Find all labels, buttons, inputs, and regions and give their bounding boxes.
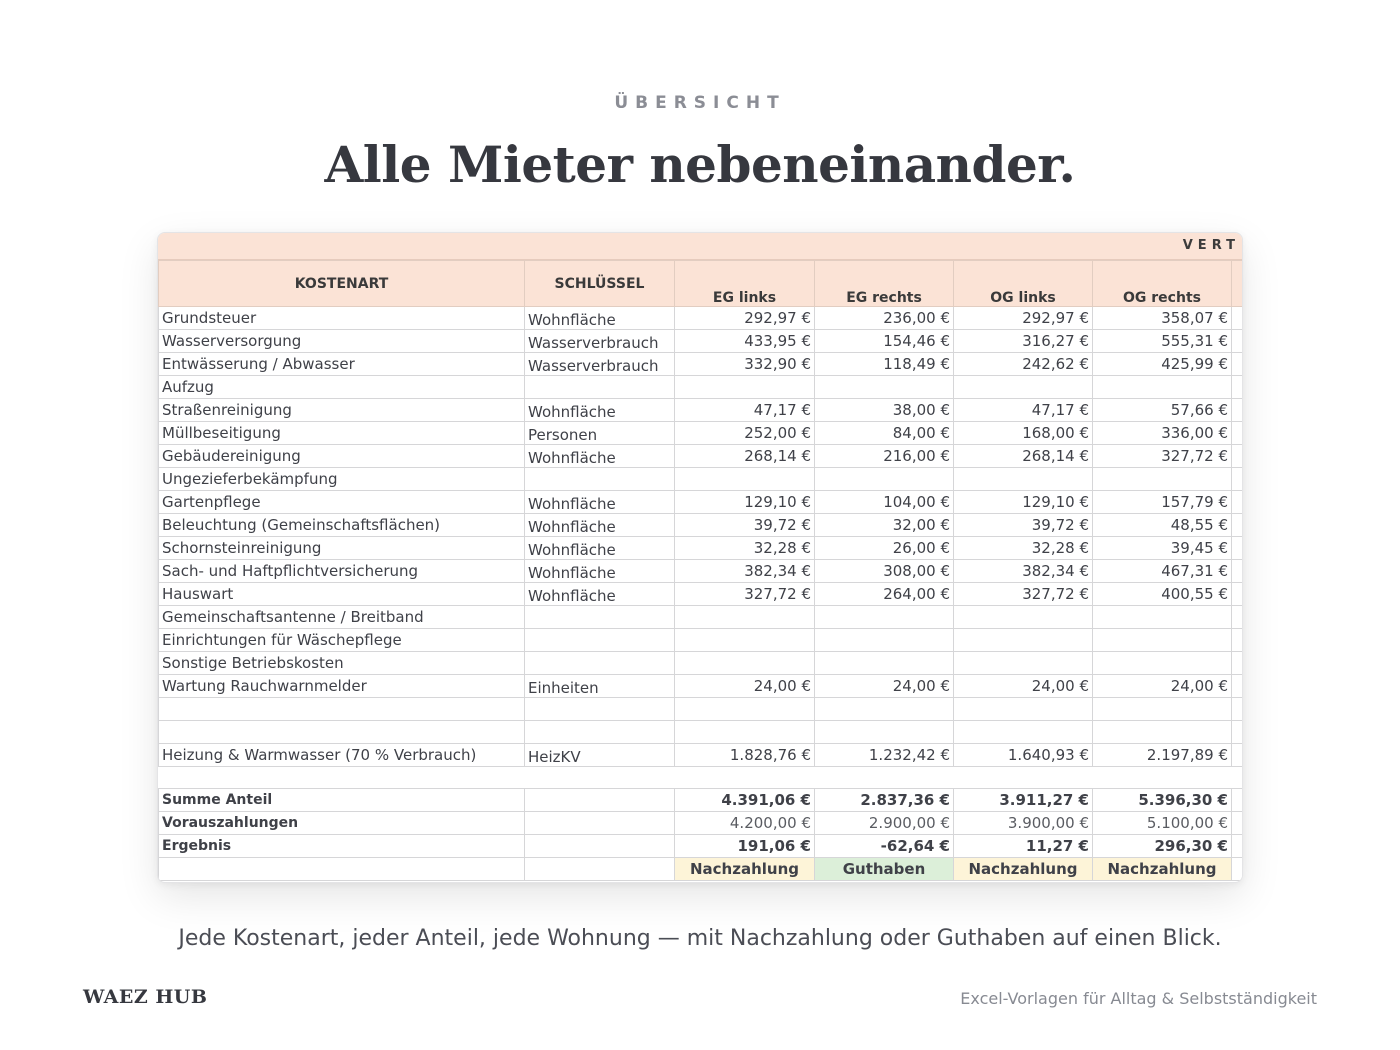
- allocation-key: Wohnfläche: [525, 537, 675, 560]
- cost-name: Sach- und Haftpflichtversicherung: [159, 560, 525, 583]
- amount-og-rechts: 2.197,89 €: [1093, 744, 1232, 767]
- result-og-links: 11,27 €: [954, 835, 1093, 858]
- row-filler: [1232, 606, 1244, 629]
- amount-og-rechts: 24,00 €: [1093, 675, 1232, 698]
- result-eg-rechts: -62,64 €: [815, 835, 954, 858]
- amount-eg-rechts: 26,00 €: [815, 537, 954, 560]
- table-row: [159, 744, 1244, 767]
- table-row: [159, 330, 1244, 353]
- amount-og-links: 47,17 €: [954, 399, 1093, 422]
- status-badge-eg-links: Nachzahlung: [675, 858, 815, 881]
- allocation-key: [525, 698, 675, 721]
- row-filler: [1232, 353, 1244, 376]
- amount-og-rechts: 358,07 €: [1093, 307, 1232, 330]
- table-row: [159, 468, 1244, 491]
- table-row: [159, 422, 1244, 445]
- amount-og-rechts: [1093, 376, 1232, 399]
- table-row: [159, 491, 1244, 514]
- status-badge-og-links: Nachzahlung: [954, 858, 1093, 881]
- amount-og-rechts: [1093, 629, 1232, 652]
- brand-logo: WAEZ HUB: [83, 986, 208, 1008]
- cost-name: Straßenreinigung: [159, 399, 525, 422]
- distribution-banner: [158, 233, 1243, 260]
- amount-eg-rechts: 38,00 €: [815, 399, 954, 422]
- row-filler: [1232, 514, 1244, 537]
- banner-label: VERT: [1182, 238, 1240, 253]
- table-row: [159, 560, 1244, 583]
- amount-eg-rechts: 24,00 €: [815, 675, 954, 698]
- row-filler: [1232, 583, 1244, 606]
- header-eg-rechts: EG rechts: [815, 261, 954, 307]
- amount-og-links: 39,72 €: [954, 514, 1093, 537]
- spreadsheet-preview: [157, 232, 1243, 883]
- amount-eg-links: 1.828,76 €: [675, 744, 815, 767]
- cost-name: Wartung Rauchwarnmelder: [159, 675, 525, 698]
- amount-eg-rechts: 84,00 €: [815, 422, 954, 445]
- amount-og-rechts: 327,72 €: [1093, 445, 1232, 468]
- row-filler: [1232, 560, 1244, 583]
- amount-og-links: 168,00 €: [954, 422, 1093, 445]
- allocation-key: [525, 376, 675, 399]
- amount-og-links: 316,27 €: [954, 330, 1093, 353]
- result-key-cell: [525, 835, 675, 858]
- row-filler: [1232, 376, 1244, 399]
- table-row: [159, 307, 1244, 330]
- amount-eg-links: [675, 606, 815, 629]
- table-row: [159, 376, 1244, 399]
- amount-og-rechts: [1093, 698, 1232, 721]
- row-filler: [1232, 307, 1244, 330]
- amount-og-links: [954, 376, 1093, 399]
- table-row: [159, 698, 1244, 721]
- allocation-key: Wasserverbrauch: [525, 353, 675, 376]
- cost-name: Beleuchtung (Gemeinschaftsflächen): [159, 514, 525, 537]
- amount-eg-rechts: 308,00 €: [815, 560, 954, 583]
- table-row: [159, 445, 1244, 468]
- caption-text: Jede Kostenart, jeder Anteil, jede Wohnung — mit Nachzahlung oder Guthaben auf einen Blick.: [178, 926, 1222, 951]
- table-row: [159, 721, 1244, 744]
- amount-og-links: [954, 652, 1093, 675]
- brand-tagline: Excel-Vorlagen für Alltag & Selbstständigkeit: [960, 989, 1317, 1008]
- cost-name: Grundsteuer: [159, 307, 525, 330]
- allocation-key: Wasserverbrauch: [525, 330, 675, 353]
- amount-eg-links: 39,72 €: [675, 514, 815, 537]
- amount-eg-links: 129,10 €: [675, 491, 815, 514]
- sum-og-rechts: 5.396,30 €: [1093, 789, 1232, 812]
- result-eg-links: 191,06 €: [675, 835, 815, 858]
- amount-eg-links: 292,97 €: [675, 307, 815, 330]
- amount-og-rechts: 400,55 €: [1093, 583, 1232, 606]
- result-og-rechts: 296,30 €: [1093, 835, 1232, 858]
- amount-og-rechts: 425,99 €: [1093, 353, 1232, 376]
- header-filler: [1232, 261, 1244, 307]
- table-row: [159, 583, 1244, 606]
- amount-eg-rechts: [815, 652, 954, 675]
- amount-og-rechts: [1093, 721, 1232, 744]
- amount-eg-rechts: 104,00 €: [815, 491, 954, 514]
- result-row: [159, 835, 1244, 858]
- amount-og-rechts: 467,31 €: [1093, 560, 1232, 583]
- cost-name: Gebäudereinigung: [159, 445, 525, 468]
- sum-row: [159, 789, 1244, 812]
- allocation-key: [525, 629, 675, 652]
- sum-eg-links: 4.391,06 €: [675, 789, 815, 812]
- cost-name: Wasserversorgung: [159, 330, 525, 353]
- amount-eg-links: [675, 652, 815, 675]
- cost-name: [159, 698, 525, 721]
- allocation-key: Wohnfläche: [525, 560, 675, 583]
- row-filler: [1232, 445, 1244, 468]
- amount-eg-links: 433,95 €: [675, 330, 815, 353]
- row-filler: [1232, 422, 1244, 445]
- allocation-key: [525, 721, 675, 744]
- amount-og-rechts: 336,00 €: [1093, 422, 1232, 445]
- table-header-row: [159, 261, 1244, 307]
- amount-og-links: 327,72 €: [954, 583, 1093, 606]
- amount-og-rechts: 157,79 €: [1093, 491, 1232, 514]
- cost-table: [158, 260, 1243, 881]
- table-row: [159, 606, 1244, 629]
- allocation-key: HeizKV: [525, 744, 675, 767]
- amount-eg-links: [675, 629, 815, 652]
- amount-eg-rechts: 264,00 €: [815, 583, 954, 606]
- amount-eg-links: [675, 468, 815, 491]
- amount-og-rechts: 57,66 €: [1093, 399, 1232, 422]
- prepaid-eg-links: 4.200,00 €: [675, 812, 815, 835]
- amount-eg-links: [675, 721, 815, 744]
- amount-eg-links: 47,17 €: [675, 399, 815, 422]
- amount-eg-rechts: 216,00 €: [815, 445, 954, 468]
- status-key-cell: [525, 858, 675, 881]
- allocation-key: Wohnfläche: [525, 399, 675, 422]
- result-label: Ergebnis: [159, 835, 525, 858]
- amount-eg-rechts: 118,49 €: [815, 353, 954, 376]
- amount-eg-rechts: 154,46 €: [815, 330, 954, 353]
- summary-gap-row: [159, 767, 1244, 789]
- amount-eg-rechts: [815, 376, 954, 399]
- cost-name: [159, 721, 525, 744]
- amount-eg-links: [675, 698, 815, 721]
- table-row: [159, 629, 1244, 652]
- amount-og-links: 292,97 €: [954, 307, 1093, 330]
- amount-og-rechts: [1093, 606, 1232, 629]
- amount-og-links: 382,34 €: [954, 560, 1093, 583]
- table-row: [159, 675, 1244, 698]
- table-row: [159, 353, 1244, 376]
- amount-eg-rechts: 236,00 €: [815, 307, 954, 330]
- status-row: [159, 858, 1244, 881]
- amount-og-rechts: 39,45 €: [1093, 537, 1232, 560]
- amount-og-links: 129,10 €: [954, 491, 1093, 514]
- cost-name: Heizung & Warmwasser (70 % Verbrauch): [159, 744, 525, 767]
- row-filler: [1232, 468, 1244, 491]
- amount-og-links: 24,00 €: [954, 675, 1093, 698]
- cost-name: Gemeinschaftsantenne / Breitband: [159, 606, 525, 629]
- amount-eg-rechts: 32,00 €: [815, 514, 954, 537]
- allocation-key: Einheiten: [525, 675, 675, 698]
- allocation-key: Wohnfläche: [525, 307, 675, 330]
- amount-eg-links: 332,90 €: [675, 353, 815, 376]
- status-badge-eg-rechts: Guthaben: [815, 858, 954, 881]
- amount-eg-links: 252,00 €: [675, 422, 815, 445]
- amount-og-links: [954, 468, 1093, 491]
- section-eyebrow: ÜBERSICHT: [614, 93, 786, 113]
- cost-name: Gartenpflege: [159, 491, 525, 514]
- amount-og-links: 242,62 €: [954, 353, 1093, 376]
- cost-name: Sonstige Betriebskosten: [159, 652, 525, 675]
- sum-label: Summe Anteil: [159, 789, 525, 812]
- amount-og-links: [954, 698, 1093, 721]
- amount-og-rechts: [1093, 652, 1232, 675]
- row-filler: [1232, 537, 1244, 560]
- row-filler: [1232, 399, 1244, 422]
- amount-eg-rechts: [815, 629, 954, 652]
- amount-og-links: 1.640,93 €: [954, 744, 1093, 767]
- table-row: [159, 514, 1244, 537]
- cost-name: Aufzug: [159, 376, 525, 399]
- cost-name: Müllbeseitigung: [159, 422, 525, 445]
- prepaid-label: Vorauszahlungen: [159, 812, 525, 835]
- sum-og-links: 3.911,27 €: [954, 789, 1093, 812]
- header-kostenart: KOSTENART: [159, 261, 525, 307]
- table-row: [159, 399, 1244, 422]
- amount-og-links: [954, 606, 1093, 629]
- cost-name: Schornsteinreinigung: [159, 537, 525, 560]
- prepaid-og-links: 3.900,00 €: [954, 812, 1093, 835]
- amount-og-rechts: [1093, 468, 1232, 491]
- row-filler: [1232, 744, 1244, 767]
- prepaid-og-rechts: 5.100,00 €: [1093, 812, 1232, 835]
- allocation-key: Wohnfläche: [525, 491, 675, 514]
- allocation-key: [525, 468, 675, 491]
- sum-key-cell: [525, 789, 675, 812]
- row-filler: [1232, 330, 1244, 353]
- cost-name: Entwässerung / Abwasser: [159, 353, 525, 376]
- prepaid-eg-rechts: 2.900,00 €: [815, 812, 954, 835]
- row-filler: [1232, 698, 1244, 721]
- row-filler: [1232, 652, 1244, 675]
- amount-og-links: [954, 721, 1093, 744]
- prepaid-key-cell: [525, 812, 675, 835]
- cost-name: Einrichtungen für Wäschepflege: [159, 629, 525, 652]
- allocation-key: [525, 652, 675, 675]
- allocation-key: [525, 606, 675, 629]
- status-badge-og-rechts: Nachzahlung: [1093, 858, 1232, 881]
- amount-eg-rechts: [815, 721, 954, 744]
- amount-eg-rechts: 1.232,42 €: [815, 744, 954, 767]
- row-filler: [1232, 629, 1244, 652]
- cost-name: Ungezieferbekämpfung: [159, 468, 525, 491]
- amount-eg-links: 268,14 €: [675, 445, 815, 468]
- header-eg-links: EG links: [675, 261, 815, 307]
- allocation-key: Wohnfläche: [525, 514, 675, 537]
- amount-og-rechts: 555,31 €: [1093, 330, 1232, 353]
- amount-eg-links: 24,00 €: [675, 675, 815, 698]
- row-filler: [1232, 675, 1244, 698]
- amount-og-links: 268,14 €: [954, 445, 1093, 468]
- amount-og-links: [954, 629, 1093, 652]
- status-label-cell: [159, 858, 525, 881]
- prepaid-row: [159, 812, 1244, 835]
- amount-eg-rechts: [815, 698, 954, 721]
- page-headline: Alle Mieter nebeneinander.: [324, 135, 1076, 194]
- amount-eg-links: 327,72 €: [675, 583, 815, 606]
- amount-og-rechts: 48,55 €: [1093, 514, 1232, 537]
- amount-eg-links: [675, 376, 815, 399]
- cost-name: Hauswart: [159, 583, 525, 606]
- allocation-key: Personen: [525, 422, 675, 445]
- amount-eg-links: 382,34 €: [675, 560, 815, 583]
- allocation-key: Wohnfläche: [525, 445, 675, 468]
- header-schluessel: SCHLÜSSEL: [525, 261, 675, 307]
- allocation-key: Wohnfläche: [525, 583, 675, 606]
- header-og-rechts: OG rechts: [1093, 261, 1232, 307]
- table-row: [159, 652, 1244, 675]
- amount-eg-rechts: [815, 606, 954, 629]
- sum-eg-rechts: 2.837,36 €: [815, 789, 954, 812]
- row-filler: [1232, 721, 1244, 744]
- amount-og-links: 32,28 €: [954, 537, 1093, 560]
- cost-rows: [159, 307, 1244, 767]
- header-og-links: OG links: [954, 261, 1093, 307]
- table-row: [159, 537, 1244, 560]
- amount-eg-rechts: [815, 468, 954, 491]
- row-filler: [1232, 491, 1244, 514]
- summary-rows: [159, 767, 1244, 881]
- amount-eg-links: 32,28 €: [675, 537, 815, 560]
